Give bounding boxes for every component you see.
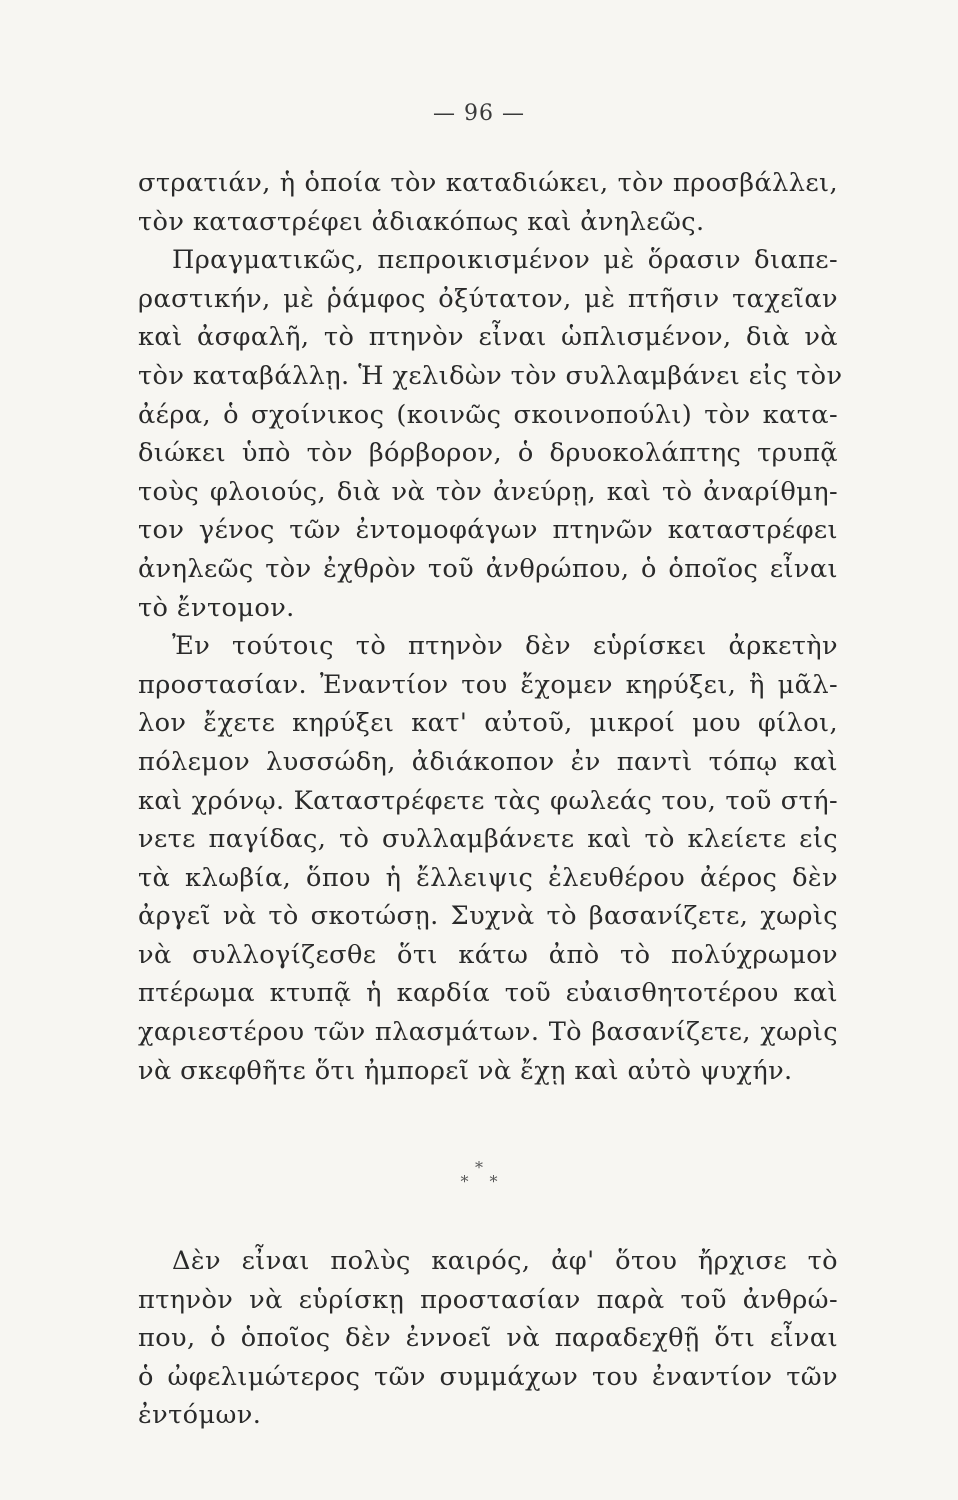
text-line: ραστικήν, μὲ ῥάμφος ὀξύτατον, μὲ πτῆσιν ταχεῖαν xyxy=(138,283,838,314)
text-line: καὶ ἀσφαλῆ, τὸ πτηνὸν εἶναι ὡπλισμένον, διὰ νὰ xyxy=(138,322,838,353)
text-line: τὸν καταστρέφει ἀδιακόπως καὶ ἀνηλεῶς. xyxy=(138,206,705,237)
text-line: που, ὁ ὁποῖος δὲν ἐννοεῖ νὰ παραδεχθῇ ὅτι εἶναι xyxy=(138,1323,838,1354)
text-line: τὸν καταβάλλῃ. Ἡ χελιδὼν τὸν συλλαμβάνει εἰς τὸν xyxy=(138,360,843,391)
text-line: λον ἔχετε κηρύξει κατ' αὐτοῦ, μικροί μου φίλοι, xyxy=(138,708,838,739)
page-number: — 96 — xyxy=(433,101,525,126)
text-line: ἀνηλεῶς τὸν ἐχθρὸν τοῦ ἀνθρώπου, ὁ ὁποῖος εἶναι xyxy=(138,553,838,584)
section-divider-top: * xyxy=(475,1158,483,1177)
text-line: τον γένος τῶν ἐντομοφάγων πτηνῶν καταστρέφει xyxy=(138,515,838,546)
text-line: τὰ κλωβία, ὅπου ἡ ἔλλειψις ἐλευθέρου ἀέρος δὲν xyxy=(138,862,838,893)
section-text xyxy=(138,1242,838,1435)
text-line: ἀέρα, ὁ σχοίνικος (κοινῶς σκοινοπούλι) τὸν κατα- xyxy=(138,399,838,430)
text-line: πτέρωμα κτυπᾷ ἡ καρδία τοῦ εὐαισθητοτέρου καὶ xyxy=(138,978,838,1009)
text-line: τὸ ἔντομον. xyxy=(138,592,295,623)
text-line: νὰ σκεφθῆτε ὅτι ἠμπορεῖ νὰ ἔχῃ καὶ αὐτὸ ψυχήν. xyxy=(138,1055,793,1086)
text-line: διώκει ὑπὸ τὸν βόρβορον, ὁ δρυοκολάπτης τρυπᾷ xyxy=(138,438,838,469)
main-text xyxy=(138,164,843,1090)
text-line: Δὲν εἶναι πολὺς καιρός, ἀφ' ὅτου ἤρχισε τὸ xyxy=(172,1246,838,1276)
text-line: στρατιάν, ἡ ὁποία τὸν καταδιώκει, τὸν προσβάλλει, xyxy=(138,168,838,198)
text-line: Ἐν τούτοις τὸ πτηνὸν δὲν εὑρίσκει ἀρκετὴν xyxy=(172,631,838,662)
text-line: ἀργεῖ νὰ τὸ σκοτώσῃ. Συχνὰ τὸ βασανίζετε, χωρὶς xyxy=(138,901,838,932)
text-line: πόλεμον λυσσώδη, ἀδιάκοπον ἐν παντὶ τόπῳ καὶ xyxy=(138,746,838,777)
section-divider-bottom: * * xyxy=(460,1172,506,1191)
text-line: ὁ ὠφελιμώτερος τῶν συμμάχων του ἐναντίον τῶν xyxy=(138,1361,838,1392)
text-line: Πραγματικῶς, πεπροικισμένον μὲ ὅρασιν διαπε- xyxy=(172,245,838,276)
text-line: νετε παγίδας, τὸ συλλαμβάνετε καὶ τὸ κλείετε εἰς xyxy=(138,824,838,855)
text-line: νὰ συλλογίζεσθε ὅτι κάτω ἀπὸ τὸ πολύχρωμον xyxy=(138,939,838,970)
text-line: πτηνὸν νὰ εὑρίσκῃ προστασίαν παρὰ τοῦ ἀνθρώ- xyxy=(138,1284,838,1315)
text-line: χαριεστέρου τῶν πλασμάτων. Τὸ βασανίζετε, χωρὶς xyxy=(138,1017,838,1048)
text-line: ἐντόμων. xyxy=(138,1400,262,1431)
text-line: τοὺς φλοιούς, διὰ νὰ τὸν ἀνεύρῃ, καὶ τὸ ἀναρίθμη- xyxy=(138,476,838,507)
text-line: καὶ χρόνῳ. Καταστρέφετε τὰς φωλεάς του, τοῦ στή- xyxy=(138,785,838,816)
text-line: προστασίαν. Ἐναντίον του ἔχομεν κηρύξει, ἢ μᾶλ- xyxy=(138,669,838,700)
